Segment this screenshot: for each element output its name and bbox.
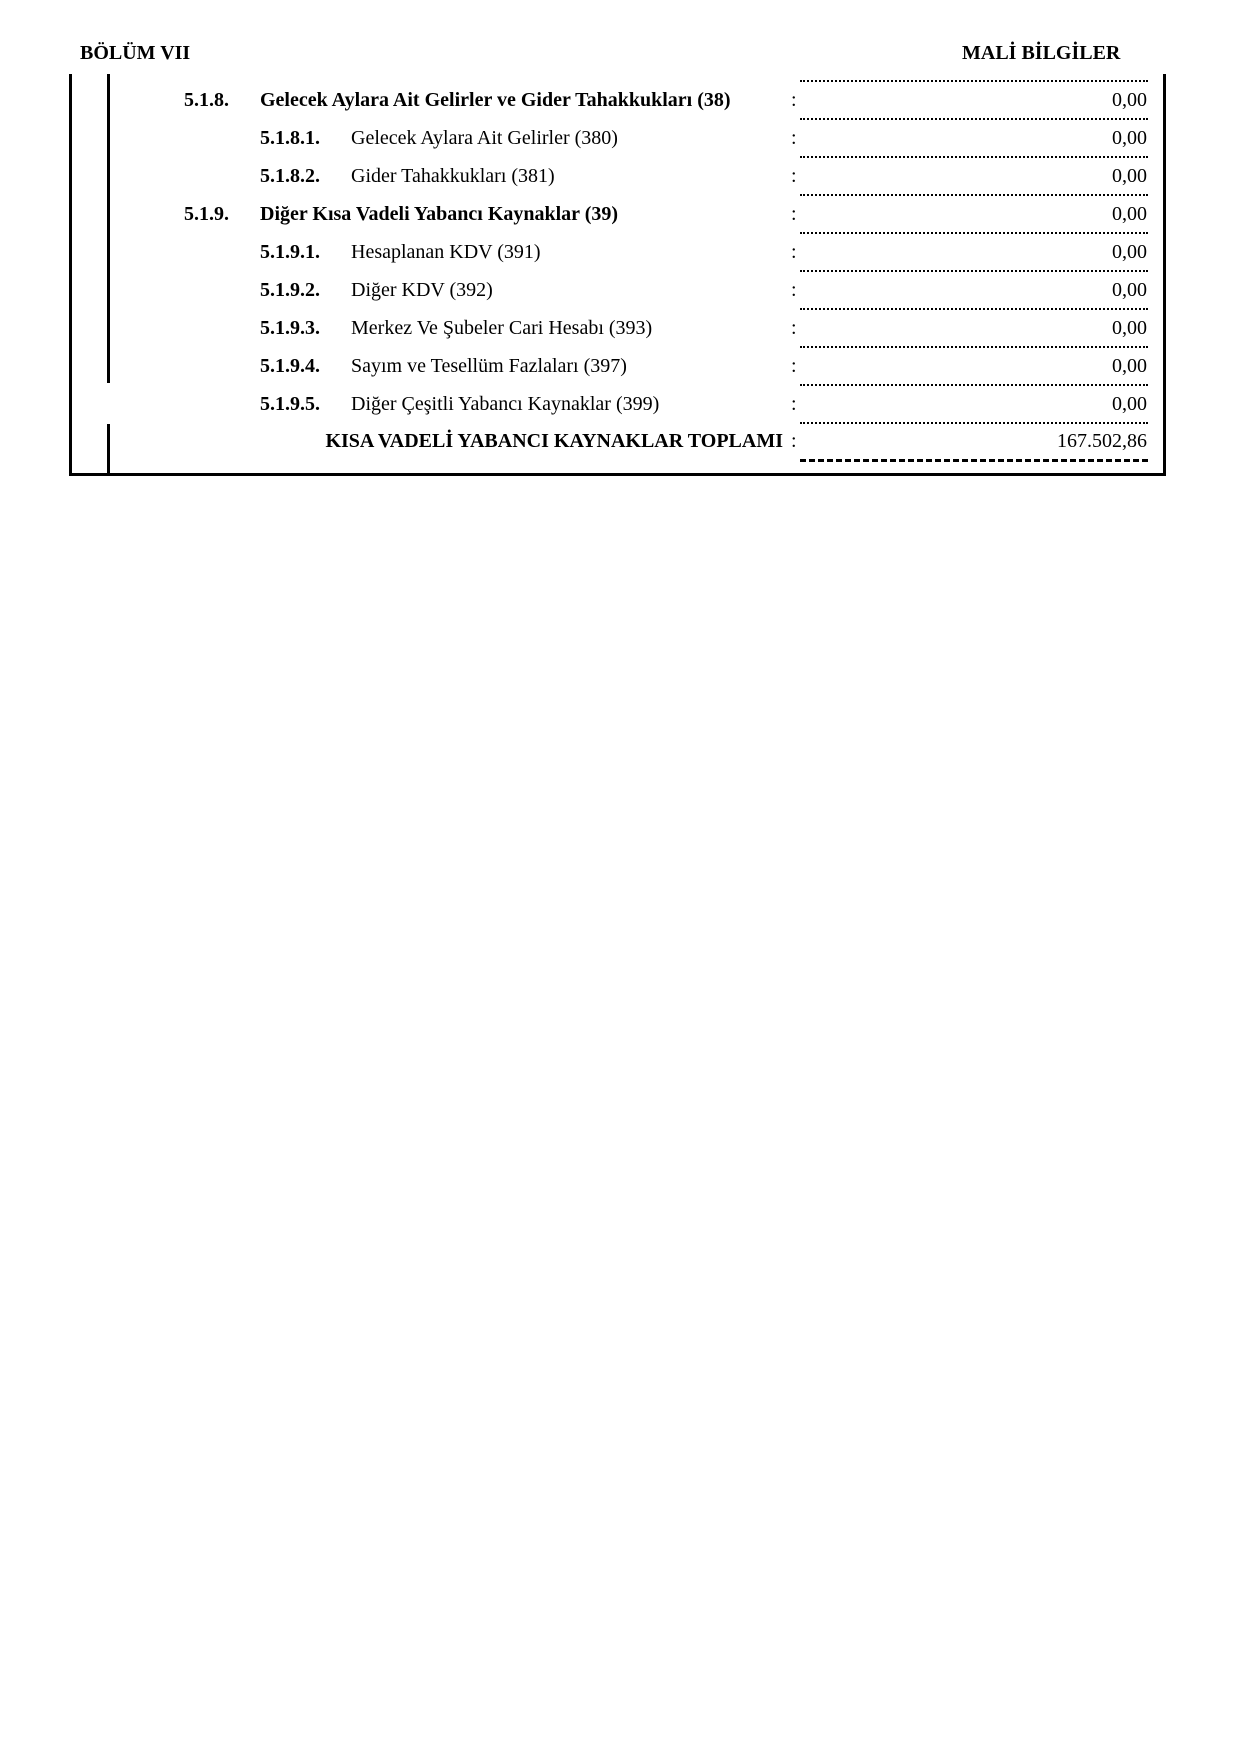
account-label: Gelecek Aylara Ait Gelirler (380) <box>351 127 618 149</box>
account-label: Gider Tahakkukları (381) <box>351 165 555 187</box>
account-number: 5.1.9.1. <box>260 241 320 263</box>
dotted-rule <box>800 308 1148 310</box>
account-number: 5.1.9.4. <box>260 355 320 377</box>
account-label: Merkez Ve Şubeler Cari Hesabı (393) <box>351 317 653 339</box>
account-label: Gelecek Aylara Ait Gelirler ve Gider Tahakkukları (38) <box>260 89 731 111</box>
dotted-rule <box>800 232 1148 234</box>
dotted-rule <box>800 422 1148 424</box>
separator-colon: : <box>791 203 797 225</box>
section-subtitle: MALİ BİLGİLER <box>962 42 1121 64</box>
account-number: 5.1.8.1. <box>260 127 320 149</box>
separator-colon: : <box>791 89 797 111</box>
account-label: Diğer Çeşitli Yabancı Kaynaklar (399) <box>351 393 660 415</box>
account-label: Diğer KDV (392) <box>351 279 493 301</box>
account-number: 5.1.9.5. <box>260 393 320 415</box>
account-number: 5.1.8. <box>184 89 229 111</box>
total-row <box>0 430 1240 470</box>
account-row <box>0 203 1240 241</box>
dotted-rule <box>800 346 1148 348</box>
account-label: Sayım ve Tesellüm Fazlaları (397) <box>351 355 627 377</box>
total-value: 167.502,86 <box>1057 430 1147 452</box>
account-value: 0,00 <box>1112 317 1147 339</box>
dotted-rule <box>800 156 1148 158</box>
dashed-rule <box>800 459 1148 462</box>
separator-colon: : <box>791 393 797 415</box>
separator-colon: : <box>791 165 797 187</box>
dotted-rule <box>800 384 1148 386</box>
separator-colon: : <box>791 355 797 377</box>
account-value: 0,00 <box>1112 203 1147 225</box>
top-dotted-rule <box>800 80 1148 82</box>
account-row <box>0 89 1240 127</box>
account-label: Diğer Kısa Vadeli Yabancı Kaynaklar (39) <box>260 203 619 225</box>
account-row <box>0 393 1240 431</box>
total-label: KISA VADELİ YABANCI KAYNAKLAR TOPLAMI <box>325 430 783 452</box>
account-value: 0,00 <box>1112 355 1147 377</box>
dotted-rule <box>800 118 1148 120</box>
account-value: 0,00 <box>1112 393 1147 415</box>
account-number: 5.1.9. <box>184 203 229 225</box>
dotted-rule <box>800 270 1148 272</box>
separator-colon: : <box>791 279 797 301</box>
separator-colon: : <box>791 127 797 149</box>
frame-bottom-border <box>69 473 1166 476</box>
account-row <box>0 165 1240 203</box>
account-value: 0,00 <box>1112 165 1147 187</box>
account-number: 5.1.9.3. <box>260 317 320 339</box>
account-row <box>0 241 1240 279</box>
account-value: 0,00 <box>1112 241 1147 263</box>
dotted-rule <box>800 194 1148 196</box>
account-row <box>0 279 1240 317</box>
account-value: 0,00 <box>1112 279 1147 301</box>
section-title: BÖLÜM VII <box>80 42 191 64</box>
account-number: 5.1.8.2. <box>260 165 320 187</box>
separator-colon: : <box>791 317 797 339</box>
account-row <box>0 317 1240 355</box>
account-number: 5.1.9.2. <box>260 279 320 301</box>
account-row <box>0 355 1240 393</box>
separator-colon: : <box>791 430 797 452</box>
account-row <box>0 127 1240 165</box>
account-label: Hesaplanan KDV (391) <box>351 241 541 263</box>
account-value: 0,00 <box>1112 89 1147 111</box>
separator-colon: : <box>791 241 797 263</box>
account-value: 0,00 <box>1112 127 1147 149</box>
